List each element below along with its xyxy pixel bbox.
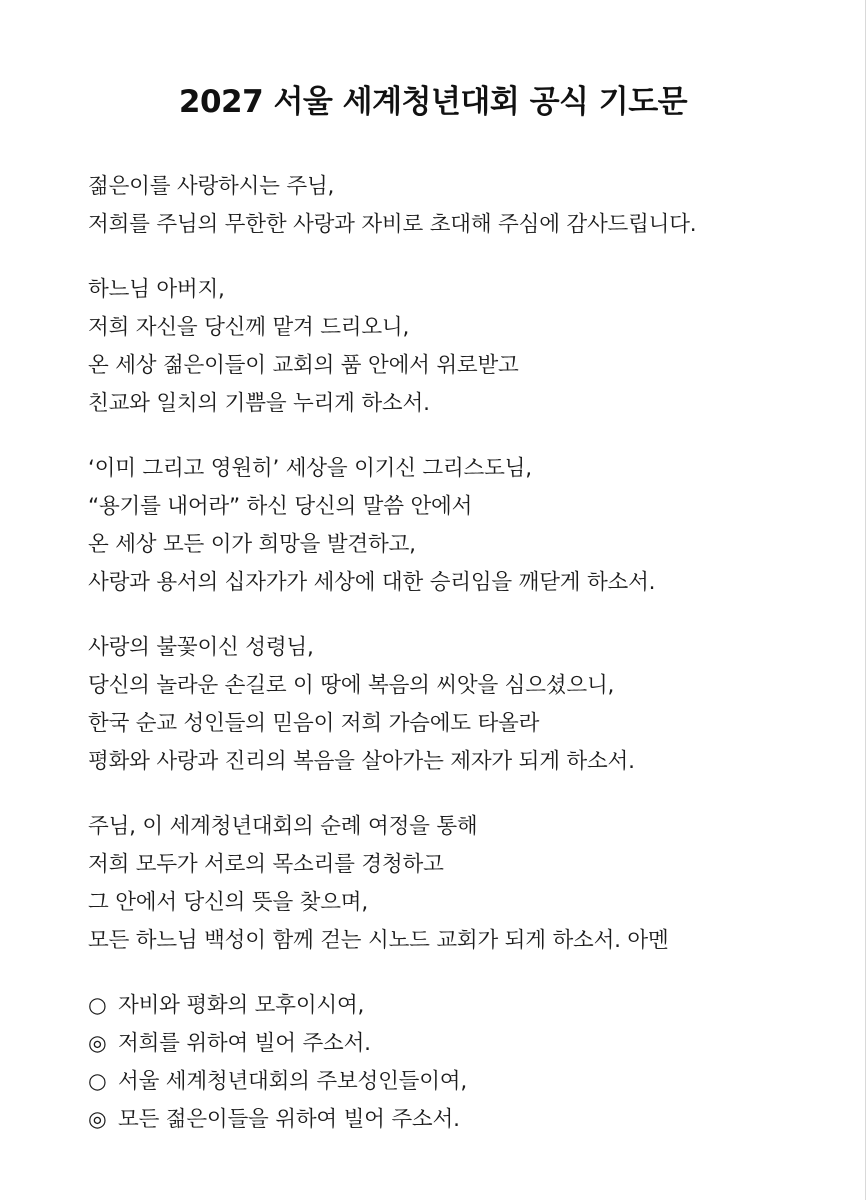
response-text: 자비와 평화의 모후이시여, — [118, 993, 365, 1018]
page-title: 2027 서울 세계청년대회 공식 기도문 — [178, 84, 688, 120]
prayer-line: 모든 하느님 백성이 함께 걷는 시노드 교회가 되게 하소서. 아멘 — [88, 928, 669, 953]
stanza-holy-spirit — [88, 629, 848, 781]
prayer-line: 주님, 이 세계청년대회의 순례 여정을 통해 — [88, 814, 478, 839]
prayer-line: 한국 순교 성인들의 믿음이 저희 가슴에도 타올라 — [88, 711, 540, 736]
double-circle-mark-icon: ◎ — [88, 1031, 107, 1056]
response-text: 모든 젊은이들을 위하여 빌어 주소서. — [118, 1107, 460, 1132]
stanza-responses — [88, 987, 848, 1139]
prayer-line: 사랑과 용서의 십자가가 세상에 대한 승리임을 깨닫게 하소서. — [88, 570, 656, 595]
response-line — [88, 1101, 848, 1139]
response-text: 서울 세계청년대회의 주보성인들이여, — [118, 1069, 468, 1094]
response-text: 저희를 위하여 빌어 주소서. — [118, 1031, 371, 1056]
prayer-line: 그 안에서 당신의 뜻을 찾으며, — [88, 890, 369, 915]
prayer-line: 젊은이를 사랑하시는 주님, — [88, 174, 335, 199]
stanza-father — [88, 271, 848, 423]
prayer-line: 하느님 아버지, — [88, 277, 225, 302]
response-line — [88, 987, 848, 1025]
stanza-thanksgiving — [88, 168, 848, 244]
response-line — [88, 1063, 848, 1101]
prayer-line: 저희 자신을 당신께 맡겨 드리오니, — [88, 315, 410, 340]
prayer-line: 평화와 사랑과 진리의 복음을 살아가는 제자가 되게 하소서. — [88, 749, 635, 774]
prayer-line: 저희 모두가 서로의 목소리를 경청하고 — [88, 852, 444, 877]
prayer-line: ‘이미 그리고 영원히’ 세상을 이기신 그리스도님, — [88, 456, 532, 481]
prayer-line: “용기를 내어라” 하신 당신의 말씀 안에서 — [88, 494, 473, 519]
stanza-pilgrimage — [88, 808, 848, 960]
prayer-body — [88, 168, 848, 1166]
double-circle-mark-icon: ◎ — [88, 1107, 107, 1132]
prayer-line: 친교와 일치의 기쁨을 누리게 하소서. — [88, 391, 430, 416]
prayer-line: 온 세상 모든 이가 희망을 발견하고, — [88, 532, 416, 557]
response-line — [88, 1025, 848, 1063]
circle-mark-icon: ○ — [88, 1069, 107, 1094]
circle-mark-icon: ○ — [88, 993, 107, 1018]
prayer-line: 사랑의 불꽃이신 성령님, — [88, 635, 314, 660]
stanza-christ — [88, 450, 848, 602]
prayer-line: 당신의 놀라운 손길로 이 땅에 복음의 씨앗을 심으셨으니, — [88, 673, 615, 698]
prayer-line: 온 세상 젊은이들이 교회의 품 안에서 위로받고 — [88, 353, 519, 378]
prayer-line: 저희를 주님의 무한한 사랑과 자비로 초대해 주심에 감사드립니다. — [88, 212, 697, 237]
